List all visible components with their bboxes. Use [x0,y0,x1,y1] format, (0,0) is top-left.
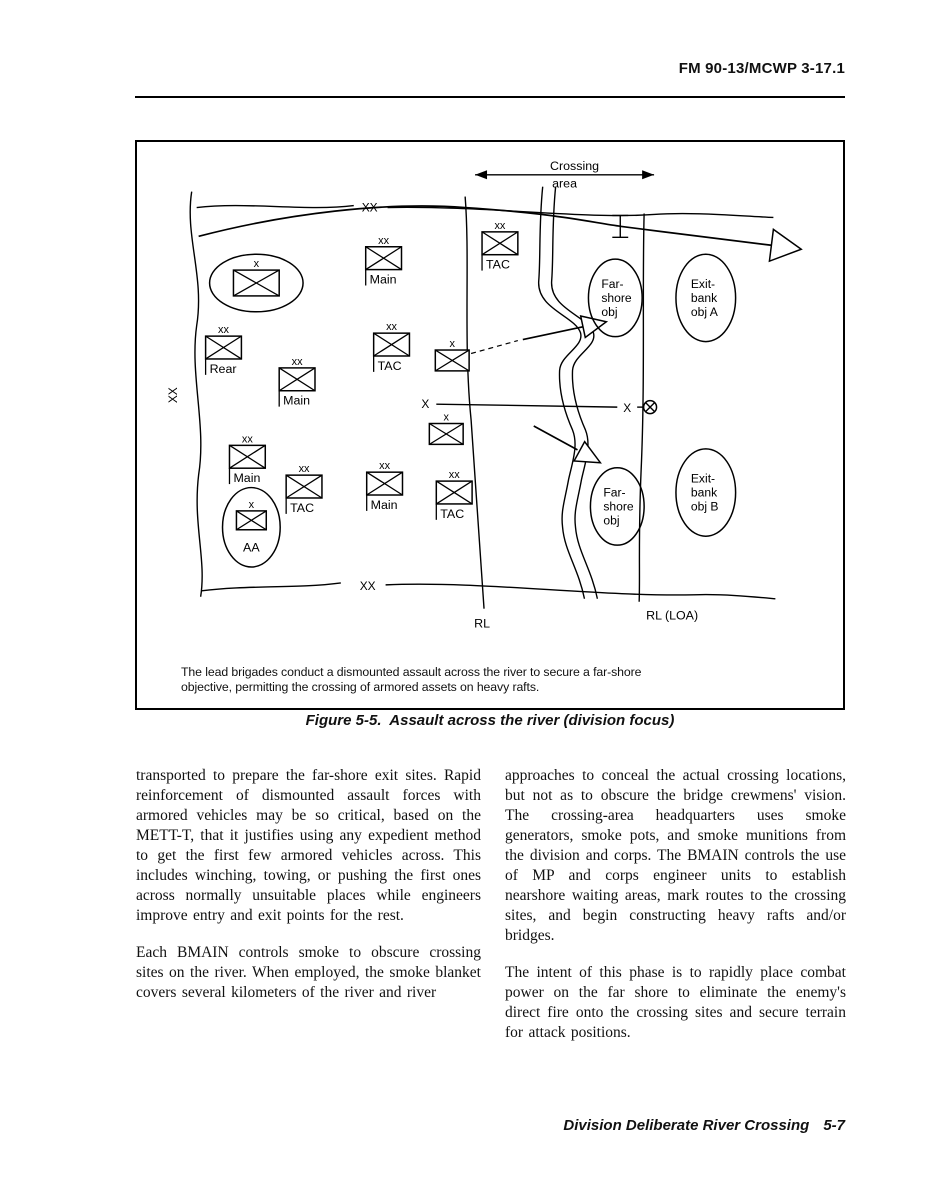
assault-diagram [137,142,843,708]
body-column-left [136,766,481,1020]
unit-label: TAC [440,506,465,521]
echelon-label: xx [218,324,229,337]
unit-label: AA [243,540,260,555]
objective-label: Far- [601,276,624,291]
objective-label: Exit- [690,276,716,291]
unit-symbol-tac [374,321,410,373]
objective-label: Far- [603,485,626,500]
header-rule [135,96,845,98]
unit-symbol-rear [206,324,242,376]
echelon-label: x [449,338,455,351]
assault-arrow-north [471,316,606,354]
objective-farshoreobj [588,259,642,336]
paragraph: Each BMAIN controls smoke to obscure crossing sites on the river. When employed, the smoke blanket covers several kilometers of the river and river [136,944,481,1001]
body-column-right [505,766,846,1060]
figure-note-line1: The lead brigades conduct a dismounted assault across the river to secure a far-shore [181,665,642,679]
boundary-echelon-left: XX [165,387,180,404]
objective-label: bank [690,290,718,305]
unit-label: Main [369,272,397,287]
paragraph: transported to prepare the far-shore exit sites. Rapid reinforcement of dismounted assault forces with armored vehicles may be so critical, based on the METT-T, that it justifies using any expedient method to get the first few armored vehicles across. This includes winching, towing, or pushing the first ones across normally unsuitable places while engineers improve entry and exit points for the rest. [136,767,481,924]
unit-label: TAC [290,500,315,515]
echelon-label: xx [448,469,460,482]
unit-symbol-hq [429,412,463,445]
echelon-label: xx [241,433,253,446]
objective-label: Exit- [690,471,716,486]
figure-note [181,665,641,695]
objective-label: shore [601,290,632,305]
phase-line-label-rl: RL [474,616,490,631]
objective-label: shore [603,499,634,514]
boundary-echelon-top: XX [361,200,378,215]
unit-symbol-main [279,356,315,408]
unit-symbol-main [229,433,265,485]
boundary-echelon-bottom: XX [359,578,376,593]
echelon-label: x [253,258,260,271]
echelon-label: xx [386,321,398,334]
river [539,187,598,599]
paragraph: approaches to conceal the actual crossing locations, but not as to obscure the bridge crewmens' vision. The crossing-area headquarters uses smoke generators, smoke pots, and smoke munitions from the division and corps. The BMAIN controls the use of MP and corps engineer units to establish nearshore waiting areas, mark routes to the crossing sites, and begin constructing heavy rafts and/or bridges. [505,767,846,944]
unit-symbol-hq [210,254,303,312]
figure-title: Figure 5-5. Assault across the river (division focus) [305,712,675,729]
objective-exitbankobjb [676,449,736,536]
page-number: 5-7 [823,1117,845,1134]
phase-line-rl [465,197,484,609]
unit-symbol-tac [436,469,472,521]
objective-label: obj [603,513,620,528]
echelon-label: xx [378,234,390,247]
unit-symbol-main [367,460,403,512]
unit-symbol-tac [286,463,322,515]
footer-chapter-title: Division Deliberate River Crossing [563,1117,810,1134]
boundary-echelon-x: X [623,401,632,416]
figure-note-line2: objective, permitting the crossing of armored assets on heavy rafts. [181,680,540,694]
objective-label: obj [601,304,618,319]
echelon-label: xx [494,219,506,232]
objective-exitbankobja [676,254,736,341]
objective-label: obj A [690,304,718,319]
objective-label: obj B [690,499,719,514]
objective-label: bank [690,485,718,500]
unit-label: TAC [486,257,510,272]
echelon-label: xx [291,355,303,368]
unit-symbol-aa [223,488,281,567]
phase-line-label-rl-loa: RL (LOA) [646,608,699,623]
assault-arrow-south [534,426,601,463]
boundary-echelon-x: X [421,397,430,412]
crossing-area-label: area [552,176,578,191]
echelon-label: x [248,498,255,511]
paragraph: The intent of this phase is to rapidly place combat power on the far shore to eliminate the enemy's direct fire onto the crossing sites and secure terrain for attack positions. [505,964,846,1041]
crossing-area-label: Crossing [550,158,600,173]
crossing-point-symbol [644,401,657,414]
echelon-label: xx [379,460,391,473]
unit-label: Main [233,471,261,486]
x-boundary-line [436,404,643,407]
echelon-label: xx [298,463,310,476]
unit-label: Rear [209,361,237,376]
unit-symbol-main [366,235,402,287]
figure-box [135,140,845,710]
objective-farshoreobj [590,468,644,545]
unit-label: Main [283,393,311,408]
unit-label: Main [370,497,398,512]
document-id: FM 90-13/MCWP 3-17.1 [678,60,845,77]
echelon-label: x [443,411,449,424]
unit-label: TAC [377,358,402,373]
unit-symbol-hq [435,338,469,371]
page-footer [563,1117,845,1134]
unit-symbol-tac [482,220,518,272]
